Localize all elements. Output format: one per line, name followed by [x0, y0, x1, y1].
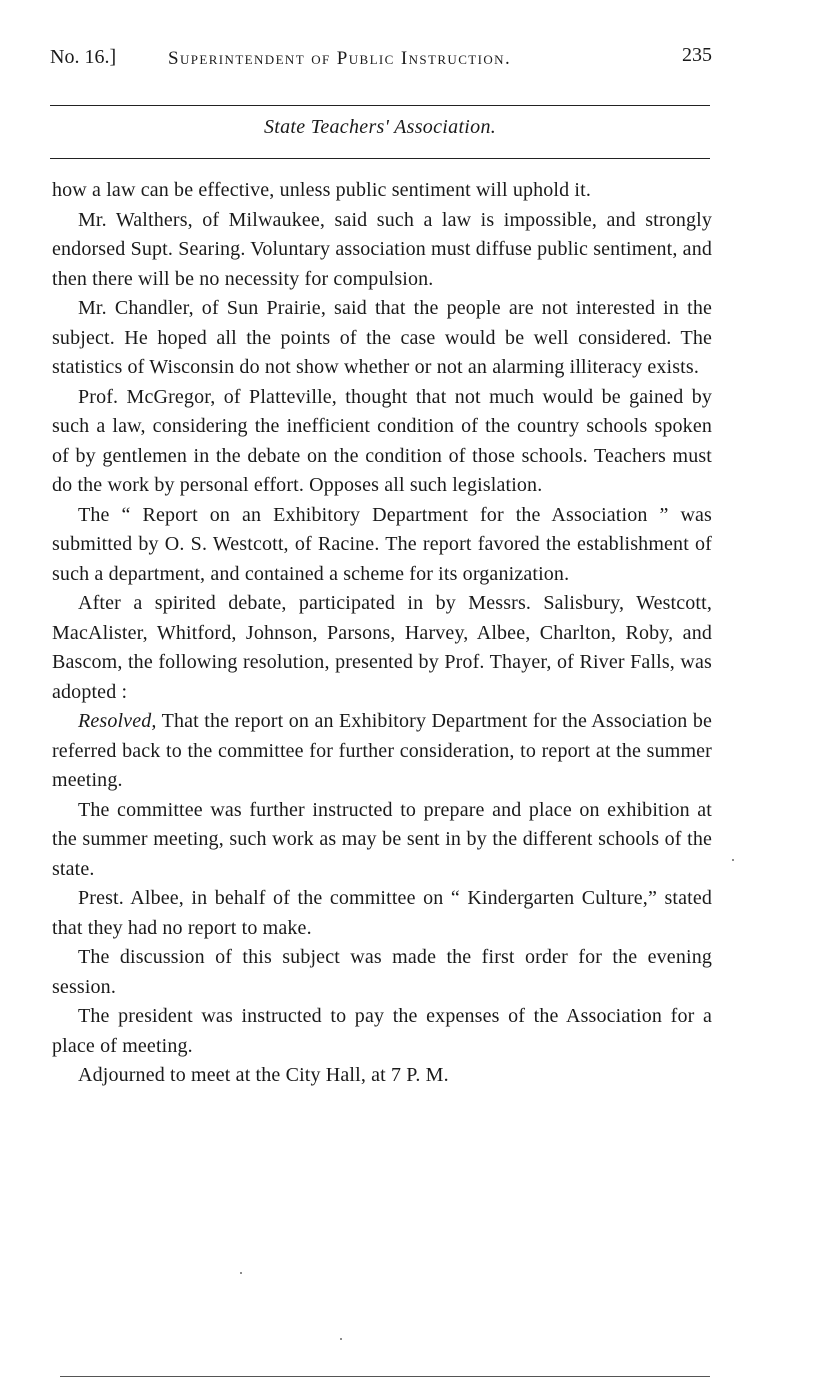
running-header	[50, 46, 712, 80]
paragraph: Mr. Chandler, of Sun Prairie, said that the people are not interested in the subject. He hoped all the points of the case would be well considered. The statistics of Wisconsin do not show whether or not an alarming illiteracy exists.	[52, 297, 712, 378]
paragraph: The discussion of this subject was made the first order for the evening session.	[52, 946, 712, 998]
body-text	[52, 176, 712, 1091]
paragraph: After a spirited debate, participated in by Messrs. Salisbury, Westcott, MacAlister, Whitford, Johnson, Parsons, Harvey, Albee, Charlton, Roby, and Bascom, the following resolution, presented by Prof. Thayer, of River Falls, was adopted :	[52, 592, 712, 703]
section-title: State Teachers' Association.	[263, 116, 497, 138]
paragraph: The “ Report on an Exhibitory Department for the Association ” was submitted by O. S. Westcott, of Racine. The report favored the establishment of such a department, and contained a scheme for its organization.	[52, 503, 712, 585]
section-divider	[50, 158, 710, 159]
paper-speck	[340, 1338, 342, 1340]
resolution-text: That the report on an Exhibitory Department for the Association be referred back to the committee for further consideration, to report at the summer meeting.	[52, 710, 712, 791]
paragraph: The president was instructed to pay the expenses of the Association for a place of meeting.	[52, 1005, 712, 1057]
paragraph: Adjourned to meet at the City Hall, at 7 P. M.	[78, 1064, 449, 1086]
page-number: 235	[682, 44, 712, 66]
paragraph: Prest. Albee, in behalf of the committee on “ Kindergarten Culture,” stated that they had no report to make.	[52, 887, 712, 939]
paragraph: how a law can be effective, unless public sentiment will uphold it.	[52, 179, 591, 201]
paragraph: The committee was further instructed to prepare and place on exhibition at the summer meeting, such work as may be sent in by the different schools of the state.	[52, 798, 712, 880]
header-divider	[50, 105, 710, 106]
resolved-label: Resolved,	[78, 710, 157, 732]
page-bottom-edge	[60, 1376, 710, 1377]
running-title: Superintendent of Public Instruction.	[168, 48, 512, 69]
paper-speck	[732, 859, 734, 861]
document-number: No. 16.]	[50, 46, 117, 68]
resolution-paragraph	[52, 707, 712, 796]
paragraph: Prof. McGregor, of Platteville, thought that not much would be gained by such a law, considering the inefficient condition of the country schools spoken of by gentlemen in the debate on the condition of those schools. Teachers must do the work by personal effort. Opposes all such legislation.	[52, 385, 712, 496]
paper-speck	[240, 1272, 242, 1274]
paragraph: Mr. Walthers, of Milwaukee, said such a law is impossible, and strongly endorsed Supt. Searing. Voluntary association must diffuse public sentiment, and then there will be no necessity for compulsion.	[52, 208, 712, 290]
